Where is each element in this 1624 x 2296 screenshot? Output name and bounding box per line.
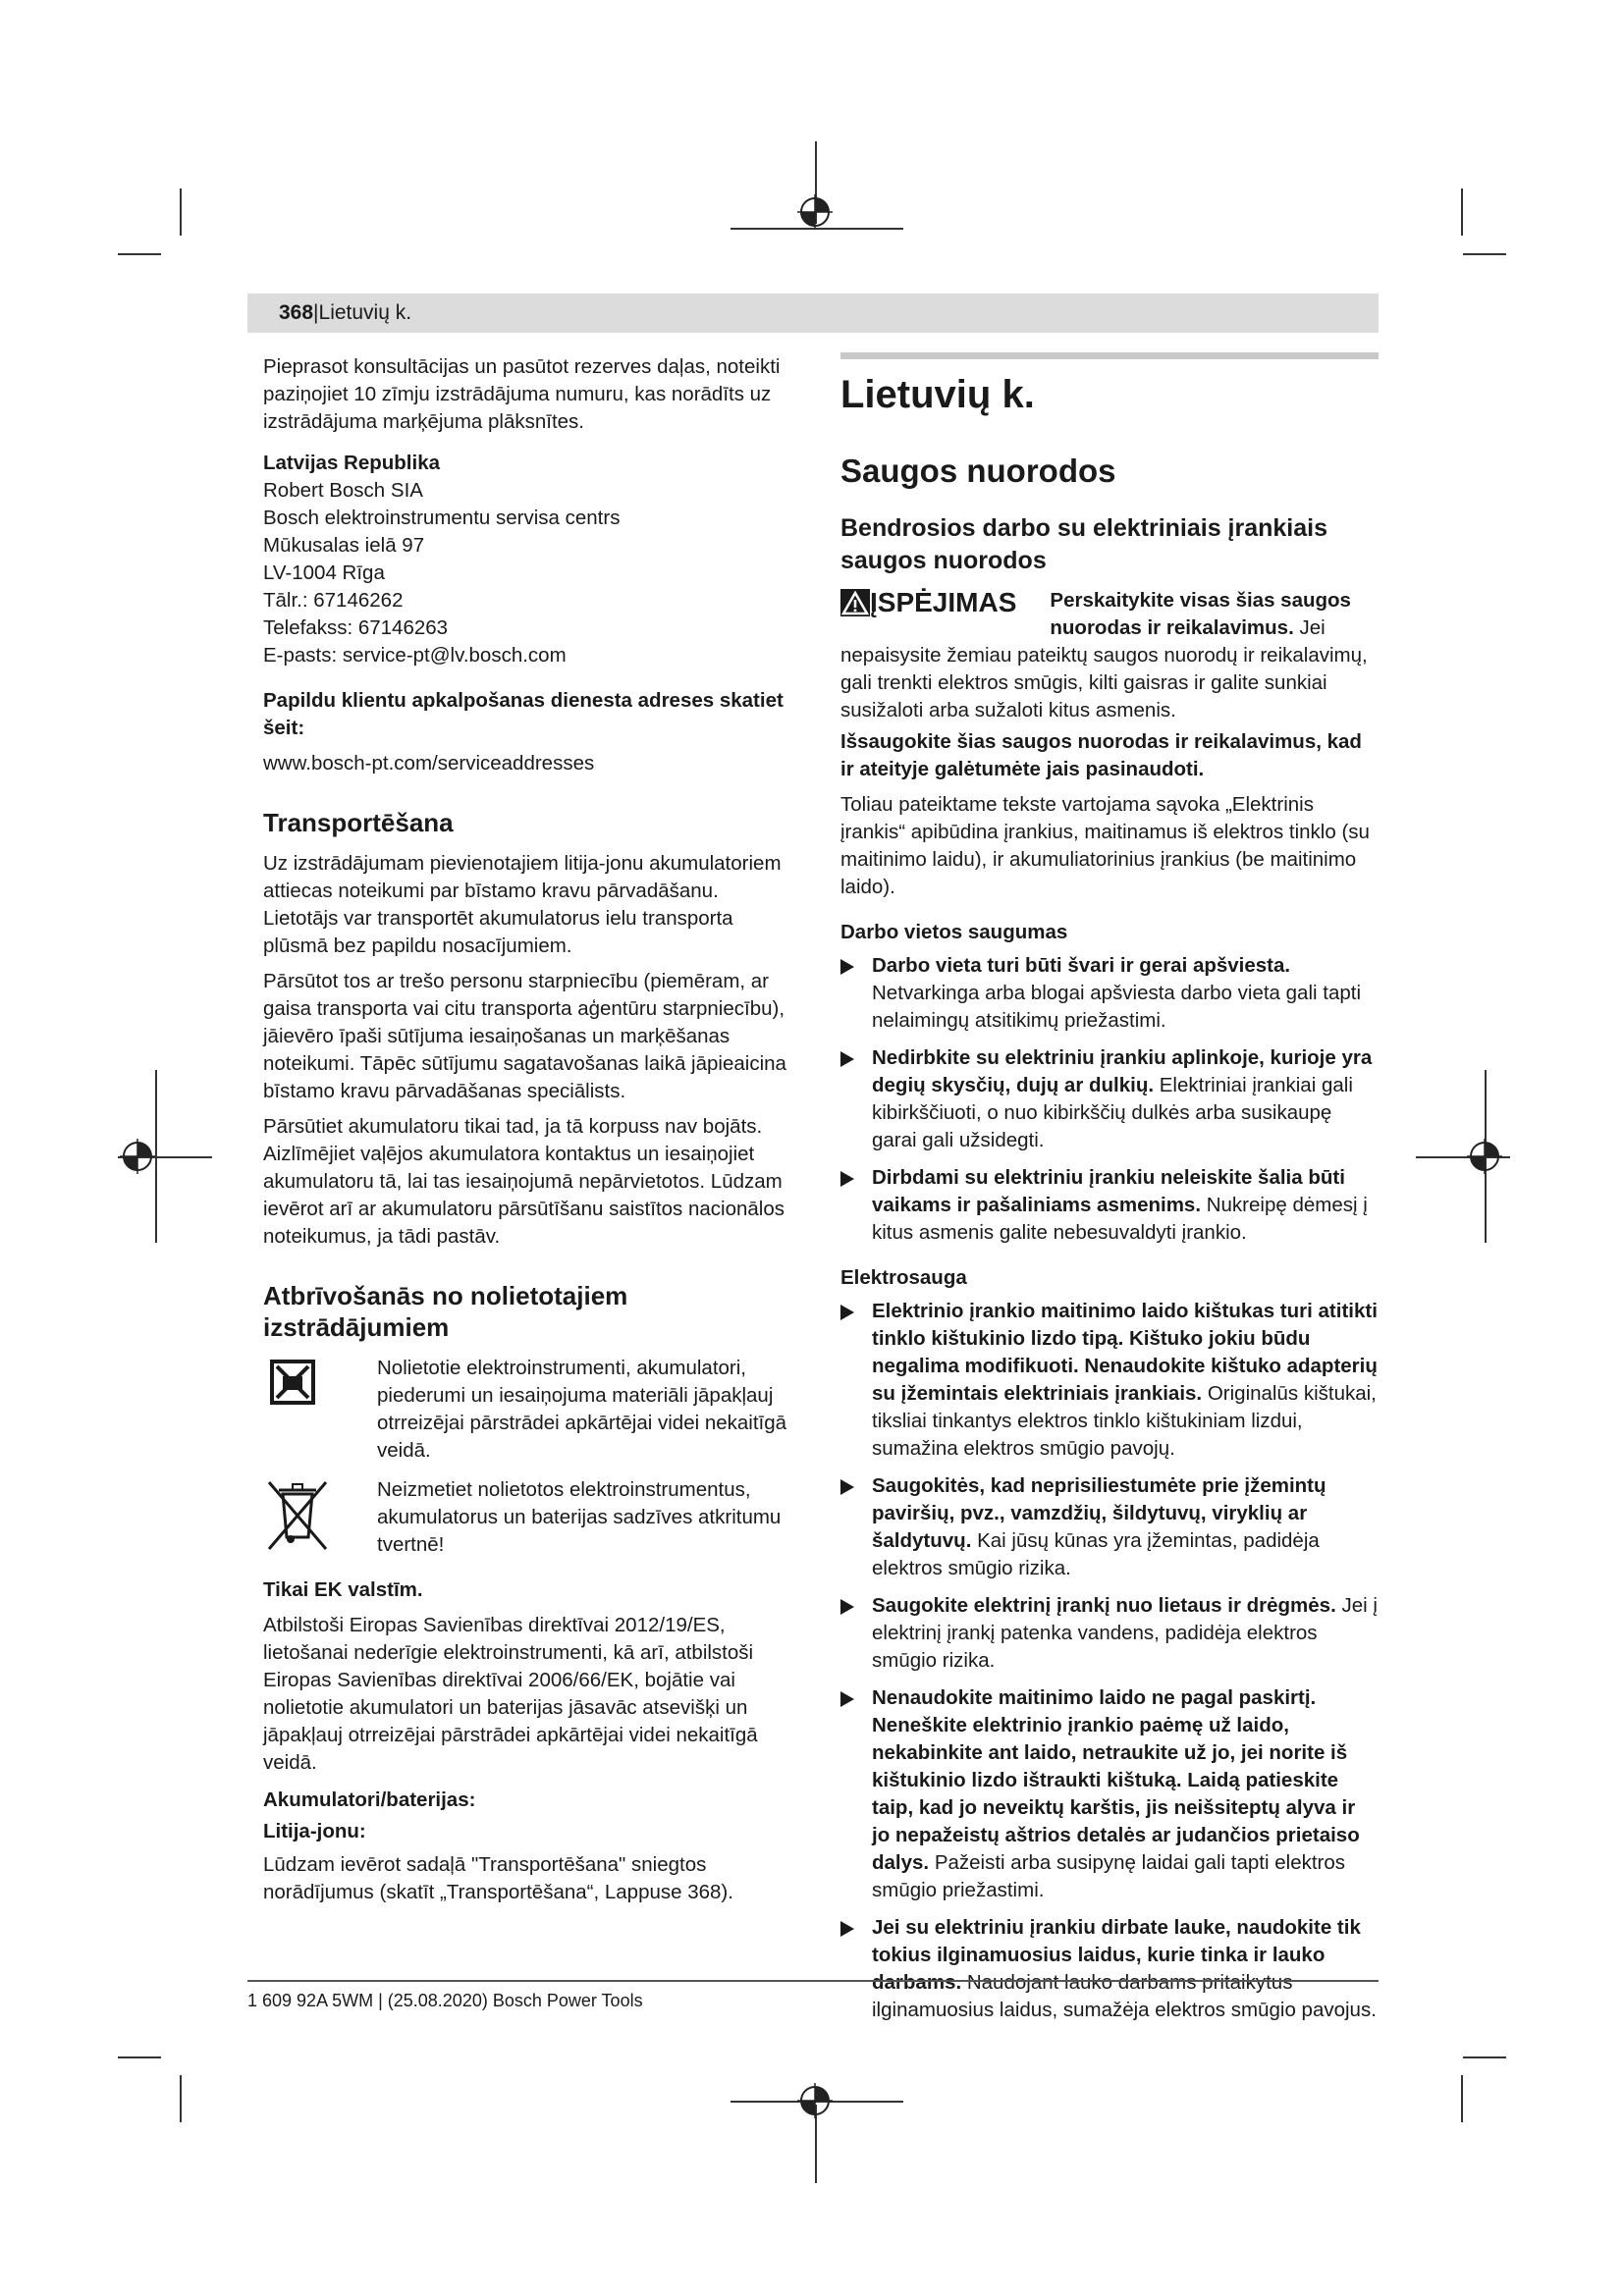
recycle-icon [269,1359,316,1406]
country-heading: Latvijas Republika [263,452,441,474]
work-area-heading: Darbo vietos saugumas [840,921,1068,943]
registration-mark-icon [120,1139,155,1174]
transport-paragraph: Pārsūtot tos ar trešo personu starpniecību (piemēram, ar gaisa transporta vai citu transporta aģentūru starpniecību), jāievēro īpaši sūtījuma iesaiņošanas un marķēšanas noteikumi. Tāpēc sūtījumu sagatavošanas laikā jāpieaicina bīstamo kravu pārvadāšanas speciālists. [263,970,786,1102]
warning-icon [840,589,870,616]
page-number: 368 [279,301,314,324]
safety-item [840,1684,1379,1904]
email-line: E-pasts: service-pt@lv.bosch.com [263,644,567,667]
registration-mark-icon [1467,1139,1502,1174]
page-footer: 1 609 92A 5WM | (25.08.2020) Bosch Power Tools [247,1991,643,2010]
safety-item [840,1298,1379,1463]
item-text: Nukreipę dėmesį į kitus asmenis galite nebesuvaldyti įrankio. [872,1194,1368,1244]
item-text: Originalūs kištukai, tiksliai tinkantys elektros tinklo kištukiniam lizdui, sumažina elektros smūgio pavojų. [872,1382,1377,1460]
header-language: Lietuvių k. [318,301,412,324]
eu-heading: Tikai EK valstīm. [263,1578,423,1601]
bullet-triangle-icon [840,1051,854,1067]
bullet-triangle-icon [840,1479,854,1495]
bullet-triangle-icon [840,1171,854,1187]
page-header [247,294,1379,333]
transport-paragraph: Pārsūtiet akumulatoru tikai tad, ja tā korpuss nav bojāts. Aizlīmējiet vaļējos akumulatora kontaktus un iesaiņojiet akumulatoru tā, lai tas iesaiņojumā nepārvietotos. Lūdzam ievērot arī ar akumulatoru pārsūtīšanu saistītos nacionālos noteikumus, ja tādi pastāv. [263,1115,785,1248]
column-top-rule [840,352,1379,359]
waste-bin-note [263,1476,793,1571]
battery-heading: Akumulatori/baterijas: [263,1789,476,1811]
language-title: Lietuvių k. [840,373,1035,416]
crossed-bin-icon [263,1476,332,1553]
safety-item [840,1592,1379,1675]
fax-line: Telefakss: 67146263 [263,616,449,639]
item-bold: Saugokitės, kad neprisiliestumėte prie įžemintų paviršių, pvz., vamzdžių, šildytuvų, viryklių ar šaldytuvų. [872,1474,1326,1552]
liion-paragraph: Lūdzam ievērot sadaļā "Transportēšana" sniegtos norādījumus (skatīt „Transportēšana“, Lappuse 368). [263,1853,733,1903]
header-separator: | [313,301,319,324]
warning-word: ĮSPĖJIMAS [870,587,1017,617]
keep-instructions: Išsaugokite šias saugos nuorodas ir reikalavimus, kad ir ateityje galėtumėte jais pasinaudoti. [840,730,1362,780]
phone-line: Tālr.: 67146262 [263,589,404,612]
item-text: Jei į elektrinį įrankį patenka vandens, padidėja elektros smūgio rizika. [872,1594,1378,1672]
disposal-text: Nolietotie elektroinstrumenti, akumulatori, piederumi un iesaiņojuma materiāli jāpakļauj otrreizējai pārstrādei apkārtējai videi nekaitīgā veidā. [377,1357,787,1462]
safety-item [840,1472,1379,1582]
bullet-triangle-icon [840,959,854,975]
warning-text: Jei nepaisysite žemiau pateiktų saugos nuorodų ir reikalavimų, gali trenkti elektros smūgis, kilti gaisras ir galite sunkiai susižaloti arba sužaloti kitus asmenis. [840,616,1368,721]
item-text: Elektriniai įrankiai gali kibirkščiuoti, o nuo kibirkščių dulkės arba susikaupę garai gali užsidegti. [872,1074,1353,1151]
disposal-heading: Atbrīvošanās no nolietotajiem izstrādājumiem [263,1281,628,1342]
bullet-triangle-icon [840,1691,854,1707]
item-text: Pažeisti arba susipynę laidai gali tapti elektros smūgio priežastimi. [872,1851,1346,1901]
item-text: Netvarkinga arba blogai apšviesta darbo vieta gali tapti nelaimingų atsitikimų priežastimi. [872,982,1361,1032]
service-address [263,477,793,669]
general-safety-heading: Bendrosios darbo su elektriniais įrankiais saugos nuorodos [840,514,1328,574]
transport-heading: Transportēšana [263,808,454,837]
item-bold: Elektrinio įrankio maitinimo laido kištukas turi atitikti tinklo kištukinio lizdo tipą. Kištuko jokiu būdu negalima modifikuoti. Nenaudokite kištuko adapterių su įžemintais elektriniais įrankiais. [872,1300,1378,1405]
item-bold: Dirbdami su elektriniu įrankiu neleiskite šalia būti vaikams ir pašaliniams asmenims. [872,1166,1345,1216]
item-bold: Nedirbkite su elektriniu įrankiu aplinkoje, kurioje yra degių skysčių, dujų ar dulkių. [872,1046,1373,1096]
item-bold: Nenaudokite maitinimo laido ne pagal paskirtį. Neneškite elektrinio įrankio paėmę už laido, nekabinkite ant laido, netraukite už jo, jei norite iš kištukinio lizdo ištraukti kištuką. Laidą patieskite taip, kad jo neveiktų karštis, jis neišsiteptų alyva ir jo nepažeistų aštrios detalės ar judančios prietaiso dalys. [872,1686,1360,1874]
bullet-triangle-icon [840,1305,854,1320]
disposal-text: Neizmetiet nolietotos elektroinstrumentus, akumulatorus un baterijas sadzīves atkritumu tvertnē! [377,1478,782,1556]
footer-rule [247,1980,1379,1982]
address-line: LV-1004 Rīga [263,561,385,584]
safety-item [840,1164,1379,1247]
item-bold: Saugokite elektrinį įrankį nuo lietaus ir drėgmės. [872,1594,1336,1617]
transport-paragraph: Uz izstrādājumam pievienotajiem litija-jonu akumulatoriem attiecas noteikumi par bīstamo kravu pārvadāšanu. Lietotājs var transportēt akumulatorus ielu transporta plūsmā bez papildu nosacījumiem. [263,852,782,957]
warning-label [840,589,1016,616]
address-line: Bosch elektroinstrumentu servisa centrs [263,507,621,529]
bullet-triangle-icon [840,1599,854,1615]
electrical-heading: Elektrosauga [840,1266,967,1289]
registration-mark-icon [797,194,833,230]
term-definition: Toliau pateiktame tekste vartojama sąvoka „Elektrinis įrankis“ apibūdina įrankius, maitinamus iš elektros tinklo (su maitinimo laidu), ir akumuliatorinius įrankius (be maitinimo laido). [840,793,1370,898]
left-column [263,353,793,1914]
intro-paragraph: Pieprasot konsultācijas un pasūtot rezerves daļas, noteikti paziņojiet 10 zīmju izstrādājuma numuru, kas norādīts uz izstrādājuma marķējuma plāksnītes. [263,355,781,433]
safety-item [840,1914,1379,2024]
item-text: Naudojant lauko darbams pritaikytus ilginamuosius laidus, sumažėja elektros smūgio pavojus. [872,1971,1377,2021]
warning-block [840,587,1379,724]
recycling-note [263,1355,793,1470]
bullet-triangle-icon [840,1921,854,1937]
right-column [840,371,1379,2034]
safety-item [840,952,1379,1035]
item-bold: Jei su elektriniu įrankiu dirbate lauke, naudokite tik tokius ilginamuosius laidus, kurie tinka ir lauko darbams. [872,1916,1361,1994]
addresses-url[interactable]: www.bosch-pt.com/serviceaddresses [263,752,595,774]
liion-heading: Litija-jonu: [263,1820,366,1842]
safety-title: Saugos nuorodos [840,453,1116,489]
warning-bold: Perskaitykite visas šias saugos nuorodas ir reikalavimus. [1050,589,1351,639]
addresses-heading: Papildu klientu apkalpošanas dienesta adreses skatiet šeit: [263,689,784,739]
eu-paragraph: Atbilstoši Eiropas Savienības direktīvai 2012/19/ES, lietošanai nederīgie elektroinstrumenti, kā arī, atbilstoši Eiropas Savienības direktīvai 2006/66/EK, bojātie vai nolietotie akumulatori un baterijas jāsavāc atsevišķi un jāpakļauj otrreizējai pārstrādei apkārtējai videi nekaitīgā veidā. [263,1614,758,1774]
item-text: Kai jūsų kūnas yra įžemintas, padidėja elektros smūgio rizika. [872,1529,1320,1579]
address-line: Robert Bosch SIA [263,479,423,502]
registration-mark-icon [797,2083,833,2118]
item-bold: Darbo vieta turi būti švari ir gerai apšviesta. [872,954,1291,977]
safety-item [840,1044,1379,1154]
address-line: Mūkusalas ielā 97 [263,534,425,557]
